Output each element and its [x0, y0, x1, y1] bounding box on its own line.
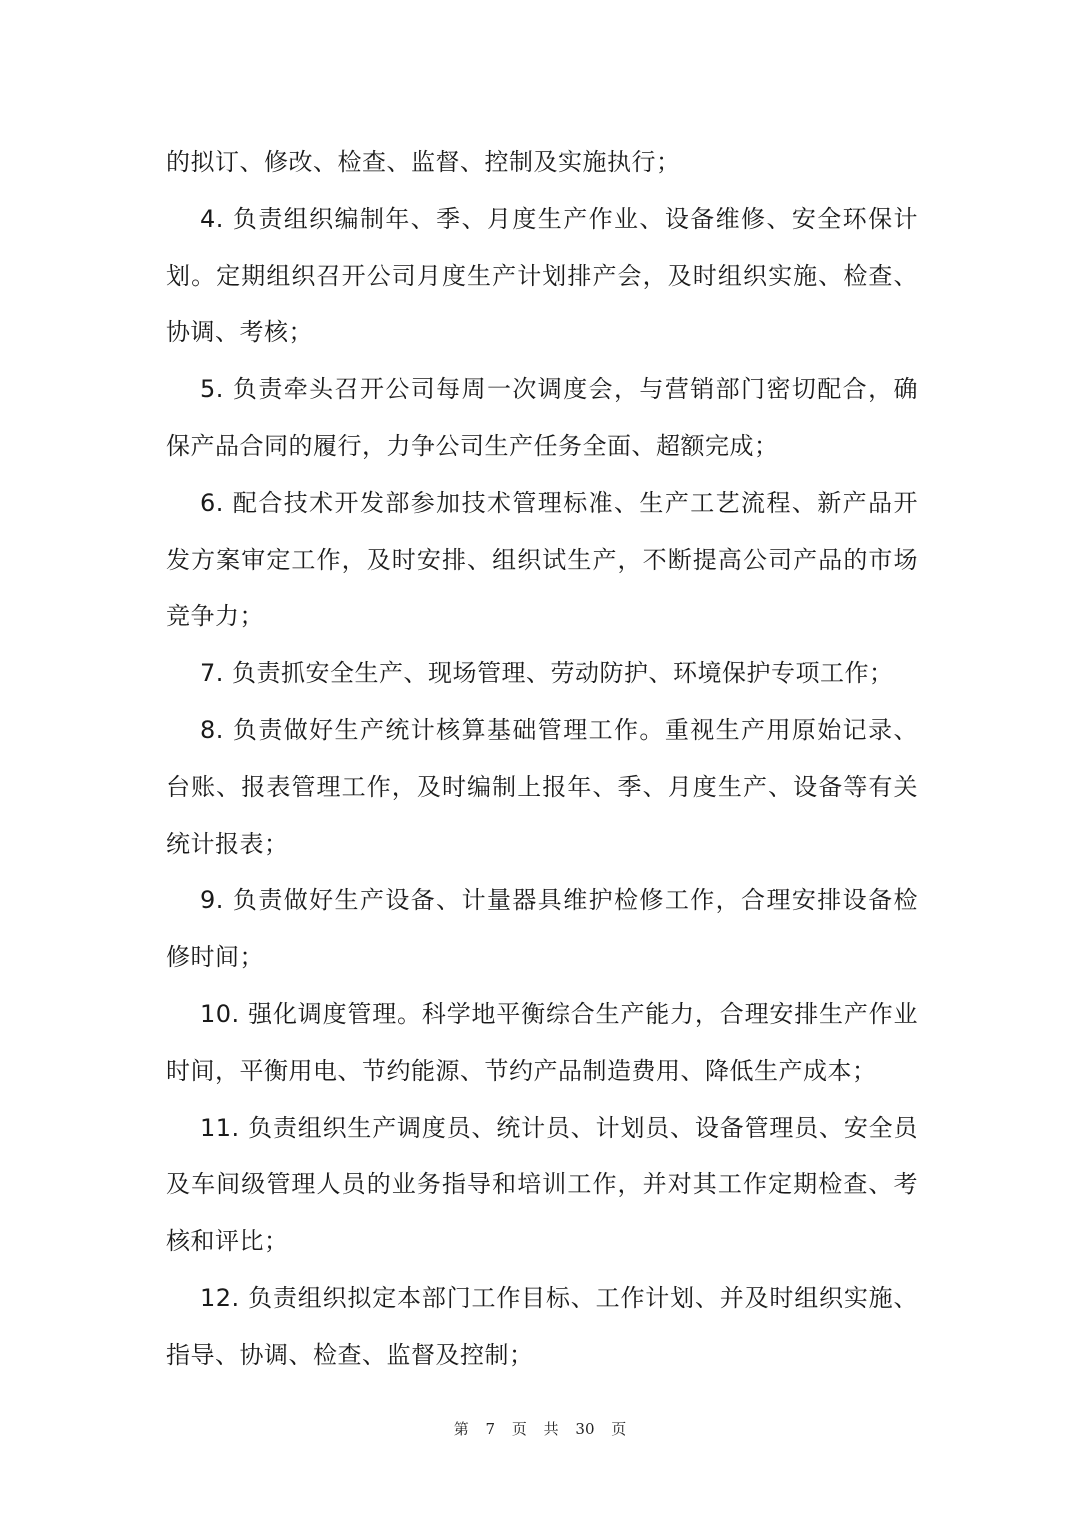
paragraph-item-10: 10. 强化调度管理。科学地平衡综合生产能力，合理安排生产作业时间，平衡用电、节约能源、节约产品制造费用、降低生产成本； [166, 999, 918, 1085]
paragraph-item-8: 8. 负责做好生产统计核算基础管理工作。重视生产用原始记录、台账、报表管理工作，及时编制上报年、季、月度生产、设备等有关统计报表； [166, 715, 918, 858]
paragraph-item-5: 5. 负责牵头召开公司每周一次调度会，与营销部门密切配合，确保产品合同的履行，力争公司生产任务全面、超额完成； [166, 375, 918, 460]
paragraph-item-4: 4. 负责组织编制年、季、月度生产作业、设备维修、安全环保计划。定期组织召开公司月度生产计划排产会，及时组织实施、检查、协调、考核； [166, 204, 918, 347]
footer-prefix: 第 [453, 1420, 469, 1438]
current-page-number: 7 [485, 1420, 496, 1438]
footer-total-prefix: 共 [543, 1420, 559, 1438]
paragraph-item-7: 7. 负责抓安全生产、现场管理、劳动防护、环境保护专项工作； [200, 659, 894, 688]
document-body [166, 134, 918, 1384]
paragraph-item-6: 6. 配合技术开发部参加技术管理标准、生产工艺流程、新产品开发方案审定工作，及时安排、组织试生产，不断提高公司产品的市场竞争力； [166, 488, 918, 631]
page-footer [0, 1418, 1080, 1439]
footer-total-label: 页 [611, 1420, 627, 1438]
total-pages-number: 30 [575, 1420, 595, 1438]
paragraph-item-12: 12. 负责组织拟定本部门工作目标、工作计划、并及时组织实施、指导、协调、检查、监督及控制； [166, 1283, 918, 1369]
paragraph-continuation: 的拟订、修改、检查、监督、控制及实施执行； [166, 148, 681, 176]
paragraph-item-11: 11. 负责组织生产调度员、统计员、计划员、设备管理员、安全员及车间级管理人员的业务指导和培训工作，并对其工作定期检查、考核和评比； [166, 1113, 918, 1256]
footer-page-label: 页 [511, 1420, 527, 1438]
paragraph-item-9: 9. 负责做好生产设备、计量器具维护检修工作，合理安排设备检修时间； [166, 886, 918, 972]
